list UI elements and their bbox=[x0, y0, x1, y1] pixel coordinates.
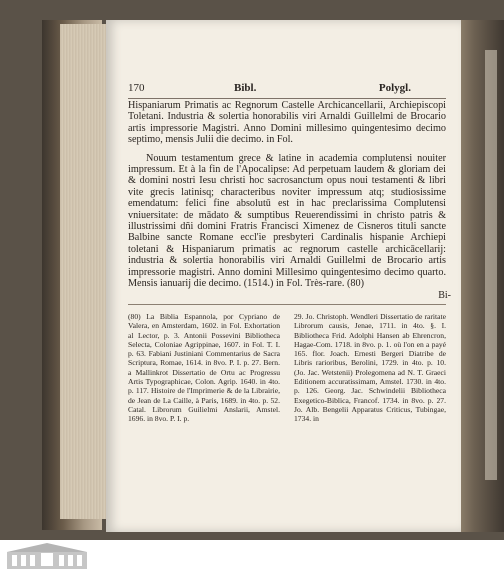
header-rule bbox=[128, 98, 446, 99]
next-page-sliver bbox=[485, 50, 497, 480]
library-building-icon bbox=[6, 542, 88, 570]
bottom-bar bbox=[0, 540, 504, 572]
paragraph-1: Hispaniarum Primatis ac Regnorum Castelle Archicancellarii, Archiepiscopi Toletani. Industria & solertia honorabilis viri Arnaldi Guillelmi de Brocario artis impressorie Magistri. Anno Domini millesimo quingentesimo decimo septimo, mensis Julii die decimo. in Fol. bbox=[128, 100, 446, 146]
footnote-column-left: (80) La Biblia Espannola, por Cypriano de Valera, en Amsterdam, 1602. in Fol. Exhortation al Lector, p. 3. Antonii Possevini Bibliotheca Selecta, Coloniae Agrippinae, 1607. in Fol. T. I. p. 63. Fabiani Justiniani Commentarius de Sacra Scriptura, Romae, 1614. in 8vo. P. I. p. 27. Bern. a Mallinkrot Dissertatio de Ortu ac Progressu Artis Typographicae, Colon. Agrip. 1640. in 4to. p. 117. Histoire de l'Imprimerie & de la Librairie, de Jean de La Caille, à Paris, 1689. in 4to. p. 52. Catal. Librorum Guilielmi Anslarii, Amstel. 1696. in 8vo. P. I. p. bbox=[128, 312, 280, 424]
next-page-edge bbox=[461, 20, 504, 532]
running-header bbox=[128, 82, 445, 98]
header-center-title: Bibl. bbox=[234, 82, 257, 94]
page-number: 170 bbox=[128, 82, 145, 94]
catchword: Bi- bbox=[438, 290, 451, 301]
footnote-rule bbox=[128, 304, 446, 305]
page-edges bbox=[60, 24, 108, 519]
paragraph-2: Nouum testamentum grece & latine in academia complutensi nouiter impressum. Et à la fin de l'Apocalipse: Ad perpetuam laudem & gloriam dei & domini nostri Iesu christi hoc sacrosanctum opus noui testamenti & libri vite grecis latinisq; characteribus noviter impressum atq; studiosissime emendatum: felici fine absolutū est in hac preclarissima Complutensi vniuersitate: de mādato & sumptibus Reuerendissimi in christo patris & illustrissimi dñi domini Fratris Francisci Ximenez de Cisneros tituli sancte Balbine sancte Romane eccl'ie presbyteri Cardinalis hispanie Archiepi toletani & Hispaniarum primatis ac regnorum castelle archicācellarij: industria & solertia honorabilis viri Arnaldi Guillelmi de Brocario artis impressorie magistri. Anno domini Millesimo quingentesimo decimo quarto. Mensis ianuarij die decimo. (1514.) in Fol. Très-rare. (80) bbox=[128, 152, 446, 290]
footnote-column-right: 29. Jo. Christoph. Wendleri Dissertatio de raritate Librorum causis, Jenae, 1711. in 4to. §. I. Bibliotheca Frid. Adolphi Hansen ab Ehrencron, Hagae-Com. 1718. in 8vo. p. 1. où l'on en a payé 165. flor. Joach. Ernesti Bergeri Diatribe de Libris rarioribus, Berolini, 1729. in 4to. p. 10. (Jo. Jac. Wetstenii) Prolegomena ad N. T. Graeci Editionem accuratissimam, Amstel. 1730. in 4to. p. 126. Georg. Jac. Schwindelii Bibliotheca Exegetico-Biblica, Francof. 1734. in 8vo. p. 27. Jo. Alb. Bengelii Apparatus Criticus, Tubingae, 1734. in bbox=[294, 312, 446, 424]
header-right-title: Polygl. bbox=[378, 82, 411, 94]
main-text bbox=[128, 100, 446, 290]
book-page bbox=[106, 20, 461, 532]
